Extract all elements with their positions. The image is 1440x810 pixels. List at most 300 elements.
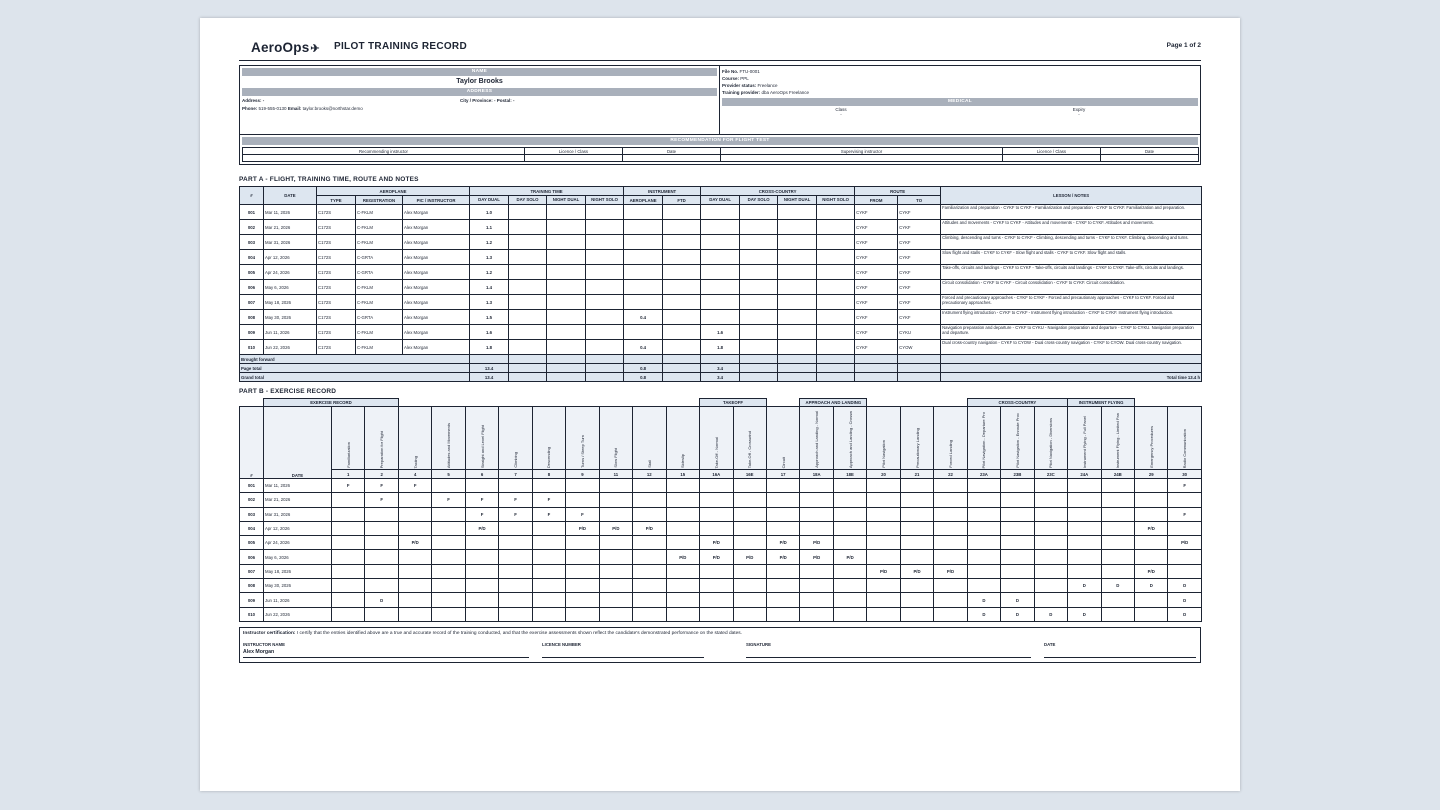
exercise-number: 8 [532,470,565,479]
exercise-number: 16A [700,470,733,479]
totals-cell [778,373,817,382]
lesson-notes: Familiarization and preparation - CYKF to CYKF - Familiarization and preparation - CYKF to CYKF. Familiarization and preparation. [941,205,1202,220]
xc-day-dual [701,265,740,280]
exercise-name: Approach and Landing - Normal [814,411,820,468]
exercise-row [240,479,1202,493]
group-approach: APPROACH AND LANDING [800,399,867,407]
route-from: CYKF [855,325,898,340]
exercise-header [666,407,700,470]
aircraft-type: C172S [317,250,356,265]
exercise-assessment [532,564,565,578]
exercise-number: 5 [432,470,465,479]
medical-expiry-label: Expiry [1072,107,1086,112]
sup-instructor-field[interactable] [721,155,1003,162]
exercise-assessment [599,550,632,564]
day-dual: 1.3 [470,250,509,265]
flight-row [240,250,1202,265]
row-date: May 18, 2026 [264,295,317,310]
exercise-assessment [1135,550,1168,564]
plane-icon: ✈ [310,43,320,55]
xc-day-dual [701,220,740,235]
totals-cell: 0.8 [624,373,663,382]
exercise-assessment [900,579,933,593]
exercise-assessment [499,564,532,578]
row-number: 010 [240,340,264,355]
licence-number-line[interactable] [542,657,704,658]
pic-instructor: Alex Morgan [403,265,470,280]
exercise-assessment: P/D [566,521,599,535]
exercise-assessment [1001,507,1034,521]
exercise-assessment: F [532,493,565,507]
pic-instructor: Alex Morgan [403,325,470,340]
instrument-ftd [663,310,701,325]
exercise-assessment [800,479,833,493]
night-solo [586,340,624,355]
page-number: Page 1 of 2 [1166,42,1201,49]
instrument-aeroplane: 0.4 [624,340,663,355]
day-dual: 1.2 [470,235,509,250]
exercise-assessment [432,479,465,493]
route-from: CYKF [855,310,898,325]
exercise-assessment [867,579,900,593]
exercise-assessment [766,564,799,578]
aircraft-type: C172S [317,205,356,220]
aircraft-registration: C-FKLM [356,325,403,340]
totals-cell [586,364,624,373]
night-solo [586,325,624,340]
route-to: CYOW [898,340,941,355]
licence-number-label: LICENCE NUMBER [542,641,581,647]
route-to: CYKF [898,280,941,295]
exercise-assessment [365,536,398,550]
rec-instructor-field[interactable] [243,155,525,162]
xc-night-dual [778,325,817,340]
flight-row [240,235,1202,250]
exercise-assessment: D [365,593,398,607]
aircraft-registration: C-GRTA [356,265,403,280]
exercise-assessment: F [398,479,431,493]
exercise-assessment [1135,507,1168,521]
exercise-assessment [332,493,365,507]
exercise-assessment [700,493,733,507]
exercise-assessment [833,579,866,593]
group-xc: CROSS-COUNTRY [967,399,1067,407]
day-dual: 1.0 [470,205,509,220]
rec-licence-field[interactable] [525,155,623,162]
route-to: CYKF [898,205,941,220]
exercise-name-row [240,407,1202,470]
exercise-assessment [1068,536,1101,550]
exercise-number: 7 [499,470,532,479]
exercise-name: Emergency Procedures [1148,426,1154,468]
xc-night-solo [817,340,855,355]
rec-date-field[interactable] [623,155,721,162]
exercise-assessment [967,564,1000,578]
candidate-details [240,66,720,134]
rec-col-2: Licence / Class [525,148,623,155]
exercise-assessment [1034,564,1067,578]
exercise-assessment [599,493,632,507]
exercise-assessment [398,593,431,607]
exercise-assessment: F [499,507,532,521]
part-b-title: PART B - EXERCISE RECORD [239,388,337,395]
row-number: 009 [240,593,264,607]
certification-text: I certify that the entries identified above are a true and accurate record of the training conducted, and that the exercise assessments shown reflect the candidate's demonstrated performance on the stated dates. [296,630,743,636]
exercise-assessment [833,536,866,550]
sup-licence-field[interactable] [1003,155,1101,162]
date-line[interactable] [1044,657,1196,658]
medical-class: - [840,112,842,117]
group-training-time: TRAINING TIME [470,187,624,196]
exercise-assessment [800,493,833,507]
row-number: 002 [240,220,264,235]
instrument-aeroplane [624,325,663,340]
lesson-notes: Instrument flying introduction - CYKF to CYKF - Instrument flying introduction - CYKF to CYKF. Instrument flying introduction. [941,310,1202,325]
flight-row [240,340,1202,355]
exercise-assessment [900,593,933,607]
day-solo [509,265,547,280]
totals-cell [778,364,817,373]
night-solo [586,295,624,310]
exercise-assessment [499,607,532,621]
row-number: 008 [240,579,264,593]
exercise-assessment: P/D [700,536,733,550]
aircraft-registration: C-FKLM [356,220,403,235]
instrument-aeroplane [624,205,663,220]
exercise-assessment [1034,550,1067,564]
xc-day-solo [740,250,778,265]
exercise-assessment [867,550,900,564]
exercise-assessment [700,579,733,593]
col-day-solo: DAY SOLO [509,196,547,205]
instrument-ftd [663,295,701,310]
date-label: DATE [1044,641,1056,647]
record-content [239,38,1201,663]
exercise-assessment [499,593,532,607]
exercise-assessment: P/D [800,550,833,564]
group-aeroplane: AEROPLANE [317,187,470,196]
exercise-assessment [900,607,933,621]
row-number: 001 [240,479,264,493]
exercise-assessment [566,579,599,593]
instrument-aeroplane [624,265,663,280]
xc-day-dual: 1.6 [701,325,740,340]
exercise-assessment [1068,479,1101,493]
aircraft-type: C172S [317,220,356,235]
night-dual [547,310,586,325]
email-value: taylor.brooks@northstar.demo [302,106,363,111]
row-date: Mar 11, 2026 [264,205,317,220]
night-solo [586,250,624,265]
exercise-assessment [666,607,700,621]
exercise-assessment [867,507,900,521]
recommendation-table [242,147,1199,162]
exercise-name: Take-Off - Crosswind [747,430,753,468]
exercise-assessment [599,564,632,578]
night-dual [547,280,586,295]
exercise-assessment [465,579,498,593]
file-no-label: File No. [722,69,739,74]
exercise-assessment [666,579,700,593]
group-cross-country: CROSS-COUNTRY [701,187,855,196]
instructor-name-line[interactable] [243,657,529,658]
exercise-assessment [432,507,465,521]
lesson-notes: Forced and precautionary approaches - CYKF to CYKF - Forced and precautionary approaches - CYKF to CYKF. Forced and precautionary approaches. [941,295,1202,310]
col-pic: PIC / INSTRUCTOR [403,196,470,205]
name-band: NAME [242,68,717,76]
exercise-assessment: D [1068,579,1101,593]
xc-night-solo [817,325,855,340]
route-to: CYKF [898,220,941,235]
exercise-assessment [733,521,766,535]
exercise-assessment: D [1135,579,1168,593]
exercise-assessment [566,479,599,493]
exercise-assessment [599,507,632,521]
exercise-assessment [1034,507,1067,521]
exercise-assessment: D [967,593,1000,607]
exercise-assessment [365,607,398,621]
totals-cell [663,364,701,373]
exercise-assessment [1034,479,1067,493]
instrument-ftd [663,220,701,235]
exercise-assessment: P/D [766,550,799,564]
address-band: ADDRESS [242,88,717,96]
exercise-row [240,507,1202,521]
exercise-assessment [532,550,565,564]
exercise-assessment [332,564,365,578]
totals-cell [817,355,855,364]
exercise-assessment [1135,593,1168,607]
totals-cell: 3.4 [701,373,740,382]
xc-day-solo [740,265,778,280]
exercise-name: Instrument Flying - Full Panel [1081,415,1087,468]
exercise-assessment [934,521,967,535]
exercise-assessment [800,564,833,578]
group-spacer [398,399,699,407]
night-dual [547,205,586,220]
exercise-assessment [666,493,700,507]
totals-cell [855,364,898,373]
exercise-assessment [1101,607,1134,621]
exercise-assessment: P/D [633,521,666,535]
exercise-number: 23B [1001,470,1034,479]
exercise-assessment: P/D [666,550,700,564]
aircraft-registration: C-FKLM [356,280,403,295]
exercise-assessment [1168,550,1201,564]
exercise-assessment [398,564,431,578]
exercise-group-row [240,399,1202,407]
totals-cell [898,373,941,382]
exercise-assessment [666,593,700,607]
page-title: PILOT TRAINING RECORD [334,41,467,52]
xc-day-dual: 1.8 [701,340,740,355]
exercise-name: Radio Communication [1182,428,1188,468]
row-date: Apr 24, 2026 [264,265,317,280]
row-number: 005 [240,265,264,280]
day-solo [509,220,547,235]
exercise-assessment: P/D [900,564,933,578]
exercise-assessment [967,521,1000,535]
part-b-table [239,398,1202,622]
exercise-assessment [900,536,933,550]
exercise-number: 20 [867,470,900,479]
exercise-assessment [398,550,431,564]
group-exercise-record: EXERCISE RECORD [264,399,399,407]
exercise-assessment [967,550,1000,564]
rec-col-6: Date [1101,148,1199,155]
day-dual: 1.6 [470,325,509,340]
exercise-assessment [432,579,465,593]
exercise-assessment [967,536,1000,550]
exercise-assessment [934,579,967,593]
xc-night-solo [817,220,855,235]
day-solo [509,280,547,295]
totals-label: Page total [240,364,470,373]
exercise-assessment [900,521,933,535]
group-route: ROUTE [855,187,941,196]
exercise-assessment: P/D [599,521,632,535]
exercise-assessment [465,550,498,564]
day-dual: 1.2 [470,265,509,280]
exercise-assessment [1001,479,1034,493]
exercise-assessment [566,564,599,578]
signature-line[interactable] [746,657,1031,658]
exercise-name: Stall [646,460,652,468]
exercise-number: 6 [465,470,498,479]
exercise-row [240,564,1202,578]
xc-night-solo [817,310,855,325]
route-from: CYKF [855,250,898,265]
xc-day-solo [740,340,778,355]
address-value: Address: - [242,98,265,103]
exercise-header [532,407,565,470]
exercise-name: Slow Flight [613,448,619,468]
row-date: May 30, 2026 [264,310,317,325]
totals-cell: 0.8 [624,364,663,373]
exercise-assessment [566,536,599,550]
exercise-assessment [332,550,365,564]
exercise-assessment [666,564,700,578]
exercise-assessment [1135,493,1168,507]
exercise-assessment [766,507,799,521]
exercise-assessment [900,507,933,521]
file-details [720,66,1200,134]
xc-night-solo [817,235,855,250]
exercise-number: 16E [733,470,766,479]
exercise-assessment [532,536,565,550]
instrument-ftd [663,325,701,340]
lesson-notes: Take-offs, circuits and landings - CYKF to CYKF - Take-offs, circuits and landings - CYKF to CYKF. Take-offs, circuits and landings. [941,265,1202,280]
exercise-assessment [1101,564,1134,578]
exercise-assessment [1034,536,1067,550]
exercise-assessment [733,507,766,521]
day-solo [509,235,547,250]
exercise-assessment [1068,507,1101,521]
instrument-ftd [663,205,701,220]
row-number: 008 [240,310,264,325]
exercise-assessment [532,479,565,493]
instrument-ftd [663,280,701,295]
exercise-assessment [1034,521,1067,535]
exercise-assessment [1101,507,1134,521]
exercise-assessment [766,593,799,607]
exercise-assessment [733,579,766,593]
exercise-assessment [666,479,700,493]
exercise-assessment: P/D [465,521,498,535]
exercise-assessment [700,479,733,493]
sup-date-field[interactable] [1101,155,1199,162]
col-night-solo: NIGHT SOLO [586,196,624,205]
exercise-header [833,407,866,470]
exercise-assessment: D [1101,579,1134,593]
exercise-name: Turns / Steep Turn [579,435,585,468]
totals-cell [898,364,941,373]
exercise-assessment: F [1168,507,1201,521]
totals-cell [547,364,586,373]
night-dual [547,325,586,340]
col-type: TYPE [317,196,356,205]
exercise-header [967,407,1000,470]
exercise-assessment [900,479,933,493]
exercise-assessment: D [1168,593,1201,607]
exercise-assessment [1034,579,1067,593]
totals-cell [855,373,898,382]
totals-row [240,364,1202,373]
instrument-aeroplane [624,235,663,250]
exercise-row [240,579,1202,593]
totals-cell [817,364,855,373]
col-to: TO [898,196,941,205]
totals-cell [740,373,778,382]
exercise-assessment [599,479,632,493]
exercise-name: Descending [546,446,552,468]
exercise-assessment [599,536,632,550]
row-date: Apr 12, 2026 [264,250,317,265]
row-number: 003 [240,507,264,521]
course-label: Course: [722,76,740,81]
exercise-header [1101,407,1134,470]
xc-day-solo [740,280,778,295]
exercise-assessment [332,579,365,593]
col-day-dual: DAY DUAL [470,196,509,205]
totals-cell [509,364,547,373]
aeroops-logo: AeroOps✈ [251,40,320,55]
instrument-ftd [663,235,701,250]
exercise-number: 24B [1101,470,1134,479]
candidate-box [239,65,1201,165]
exercise-assessment [800,579,833,593]
exercise-assessment [332,593,365,607]
row-number: 005 [240,536,264,550]
row-date: Apr 12, 2026 [264,521,332,535]
exercise-assessment [934,507,967,521]
route-to: CYKF [898,250,941,265]
group-spacer [240,399,264,407]
col-from: FROM [855,196,898,205]
exercise-name: Preparation for Flight [379,430,385,468]
instrument-ftd [663,250,701,265]
exercise-assessment [1068,593,1101,607]
exercise-number: 21 [900,470,933,479]
xc-day-solo [740,310,778,325]
exercise-name: Circuit [780,456,786,468]
exercise-assessment [733,593,766,607]
totals-cell [547,355,586,364]
exercise-assessment: F [465,493,498,507]
col-inst-aeroplane: AEROPLANE [624,196,663,205]
totals-cell [509,373,547,382]
exercise-name: Climbing [513,452,518,468]
